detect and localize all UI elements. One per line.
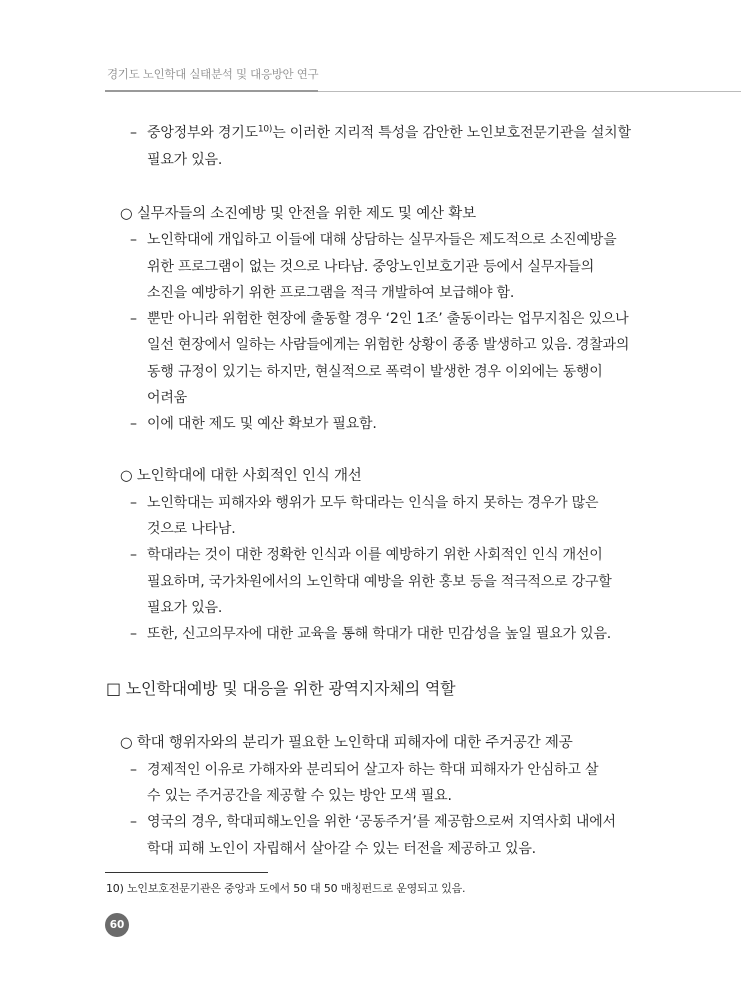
body-line: 소진을 예방하기 위한 프로그램을 적극 개발하여 보급해야 함. [147, 285, 515, 301]
body-line: 학대라는 것이 대한 정확한 인식과 이를 예방하기 위한 사회적인 인식 개선이 [147, 547, 603, 563]
footnote-rule [105, 872, 268, 873]
body-line: 필요하며, 국가차원에서의 노인학대 예방을 위한 홍보 등을 적극적으로 강구할 [147, 574, 612, 590]
body-line: 필요가 있음. [147, 600, 223, 616]
body-line [147, 123, 631, 143]
body-line: 것으로 나타남. [147, 521, 236, 537]
body-line: 일선 현장에서 일하는 사람들에게는 위험한 상황이 종종 발생하고 있음. 경찰과의 [147, 337, 630, 353]
dash-marker: – [130, 416, 137, 432]
dash-marker: – [130, 311, 137, 327]
dash-marker: – [130, 626, 137, 642]
body-line-text: 는 이러한 지리적 특성을 감안한 노인보호전문기관을 설치할 [272, 125, 631, 141]
footnote-ref: 10) [257, 124, 273, 135]
dash-marker: – [130, 762, 137, 778]
body-line: 동행 규정이 있기는 하지만, 현실적으로 폭력이 발생한 경우 이외에는 동행이 [147, 364, 603, 380]
body-line: 영국의 경우, 학대피해노인을 위한 ‘공동주거’를 제공함으로써 지역사회 내에서 [147, 814, 616, 830]
dash-marker: – [130, 125, 137, 141]
body-line: 또한, 신고의무자에 대한 교육을 통해 학대가 대한 민감성을 높일 필요가 있음. [147, 626, 612, 642]
subsection-heading: ○ 실무자들의 소진예방 및 안전을 위한 제도 및 예산 확보 [120, 206, 476, 222]
section-heading: □ 노인학대예방 및 대응을 위한 광역지자체의 역할 [106, 679, 456, 698]
body-line: 위한 프로그램이 없는 것으로 나타남. 중앙노인보호기관 등에서 실무자들의 [147, 259, 595, 275]
subsection-heading: ○ 노인학대에 대한 사회적인 인식 개선 [120, 468, 362, 484]
dash-marker: – [130, 495, 137, 511]
footnote: 10) 노인보호전문기관은 중앙과 도에서 50 대 50 매칭펀드로 운영되고 있음. [106, 882, 466, 895]
header-rule-extension [318, 91, 741, 92]
dash-marker: – [130, 232, 137, 248]
body-line: 경제적인 이유로 가해자와 분리되어 살고자 하는 학대 피해자가 안심하고 살 [147, 762, 599, 778]
body-line: 수 있는 주거공간을 제공할 수 있는 방안 모색 필요. [147, 788, 452, 804]
running-header: 경기도 노인학대 실태분석 및 대응방안 연구 [107, 67, 319, 81]
body-line: 노인학대는 피해자와 행위가 모두 학대라는 인식을 하지 못하는 경우가 많은 [147, 495, 599, 511]
body-line: 이에 대한 제도 및 예산 확보가 필요함. [147, 416, 377, 432]
page-number-badge: 60 [105, 913, 129, 937]
body-line: 필요가 있음. [147, 152, 223, 168]
dash-marker: – [130, 547, 137, 563]
body-line: 노인학대에 개입하고 이들에 대해 상담하는 실무자들은 제도적으로 소진예방을 [147, 232, 617, 248]
header-rule [105, 90, 318, 92]
subsection-heading: ○ 학대 행위자와의 분리가 필요한 노인학대 피해자에 대한 주거공간 제공 [120, 735, 573, 751]
body-line: 뿐만 아니라 위험한 현장에 출동할 경우 ‘2인 1조’ 출동이라는 업무지침은 있으나 [147, 311, 629, 327]
body-line: 어려움 [147, 390, 187, 406]
body-line: 학대 피해 노인이 자립해서 살아갈 수 있는 터전을 제공하고 있음. [147, 841, 536, 857]
dash-marker: – [130, 814, 137, 830]
body-line-text: 중앙정부와 경기도 [147, 125, 258, 141]
